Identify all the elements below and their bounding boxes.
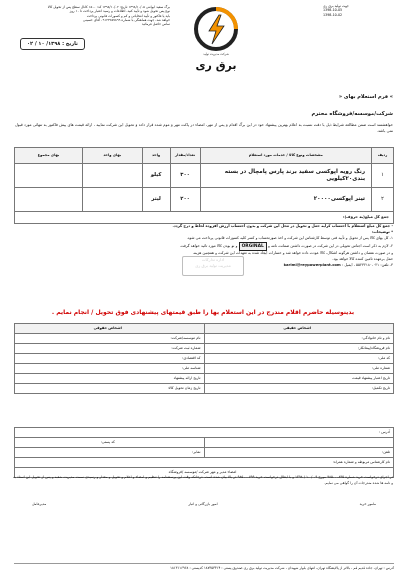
signature-row	[14, 502, 394, 506]
recipient-line: شرکت/موسسه/فروشگاه محترم	[311, 111, 393, 117]
field-company-name[interactable]: نام موسسه/شرکت:	[15, 334, 205, 344]
field-completion-date[interactable]: تاریخ تکمیل:	[204, 384, 394, 394]
field-national-number[interactable]: شماره ملی:	[204, 364, 394, 374]
header-right-line: 1398-10-05	[323, 8, 343, 13]
field-offer-date[interactable]: تاریخ ارائه پیشنهاد	[15, 374, 205, 384]
field-economic-code[interactable]: کد اقتصادی:	[15, 354, 205, 364]
note-return: و در صورت نقصان و داشتن هرگونه اشکال، کالا عودت داده خواهد شد و خسارات ایجاد شده به تعهدات این شرکت و همچنین هزینه	[193, 250, 393, 255]
col-description: مشخصات ونوع کالا / خدمات مورد استعلام	[200, 148, 372, 164]
commitment-notice: بدینوسیله حاضرم اقلام مندرج در این استعلام بها را طبق قیمتهای پیشنهادی فوق تحویل / انجام نمایم .	[51, 309, 355, 316]
table-row	[15, 188, 394, 212]
header-right-line: 1398-10-02	[323, 12, 343, 17]
unit-price-cell[interactable]	[82, 164, 142, 188]
item-quantity: ۳۰۰	[170, 164, 200, 188]
col-row-no: ردیف	[372, 148, 394, 164]
total-price-cell[interactable]	[15, 188, 83, 212]
header-left-line: برگ سفید ایوانتی ۱۳۹۸/۱۰/۰۵ تاریخ: ۱۳۹۸/۱۰/۰۲ کد: ۱۵۰۰ کانال سطح پس از تحویل کالا	[47, 5, 170, 9]
field-store-name[interactable]: نام فروشگاه/پیمانکار:	[204, 344, 394, 354]
field-signature[interactable]: امضاء مدیر و مهر شرکت /موسسه /فروشگاه	[15, 468, 394, 478]
lightning-logo-icon	[193, 6, 239, 52]
field-empty[interactable]	[204, 438, 394, 448]
col-unit: واحد	[142, 148, 170, 164]
table-row	[15, 374, 394, 384]
brand-name: برق ری	[195, 58, 237, 72]
sign-ceo: مدیرعامل	[32, 502, 47, 506]
field-national-code[interactable]: کد ملی:	[204, 354, 394, 364]
row-number: ۲	[372, 188, 394, 212]
notes-heading: * توضیحات:	[371, 229, 393, 234]
table-row	[15, 384, 394, 394]
table-row	[15, 354, 394, 364]
note-warranty-b: و نو بودن کالا مورد تائید خواهد گرفت	[180, 243, 238, 248]
items-table	[14, 147, 394, 224]
note-total: - جمع کل مبلغ استعلام با احتساب کرایه حمل و تحویل در محل این شرکت و بدون احتساب ارزش افزوده لحاظ و درج گردد.	[172, 224, 393, 228]
header-left-line: نوع پس تحویل شود و تأیید کنید. اطلاعات و رسید اعتبار پرداخت تا ۱۰ روز	[69, 9, 170, 14]
col-natural-person: اشخاص حقیقی	[204, 324, 394, 334]
office-stamp	[182, 256, 244, 276]
table-row	[15, 428, 394, 438]
company-address-footer: آدرس : تهران، جاده قدیم قم ، بالاتر از پالایشگاه تهران، انتهای بلوار شهیدان ، شرکت مدیریت تولید برق ری صندوق پستی : ۱۸۷۳۵۳۳۱۴ کدپستی : ۱۸۱۳۱۱۶۹۶۸	[14, 563, 394, 570]
address-table	[14, 427, 394, 478]
total-price-cell[interactable]	[15, 164, 83, 188]
intro-paragraph: خواهشمند است ضمن مطالعه شرایط ذیل با دقت نسبت به اعلام بهترین پیشنهاد خود در این برگ اقدام و پس از مهر، امضاء در پاکت مهر و موم شده قرار داده و تحویل این شرکت نمایید ، ارائه قیمت های پیش فاکتور به تنهائی مورد قبول نمی باشد.	[15, 122, 393, 133]
unit-price-cell[interactable]	[82, 188, 142, 212]
col-total-price: بهای مجموع	[15, 148, 83, 164]
table-row	[15, 364, 394, 374]
col-unit-price: بهای واحد	[82, 148, 142, 164]
field-contact-person[interactable]: نام کارشناس مربوطه و شماره همراه:	[15, 458, 394, 468]
item-unit: کیلو	[142, 164, 170, 188]
header-right-title: جهت تولید برق ری	[323, 4, 349, 8]
item-quantity: ۲۰۰	[170, 188, 200, 212]
company-logo	[176, 6, 256, 73]
field-fax[interactable]: نمابر:	[15, 448, 205, 458]
col-legal-entity: اشخاص حقوقی	[15, 324, 205, 334]
table-row	[15, 164, 394, 188]
supplier-info-table	[14, 323, 394, 394]
header-right-tag	[323, 4, 393, 17]
total-in-words-label[interactable]: جمع کل مبلغ(به حروف):	[15, 212, 394, 224]
sign-purchase-officer: مامور خرید	[359, 502, 376, 506]
table-row	[15, 448, 394, 458]
stamp-line: اداره تدارکات	[201, 257, 225, 262]
header-left-line: خواهد شد. جهت هماهنگی با شماره ۰۹۱۲۳۶۵۷۸۹۹ آقای حسینی	[83, 17, 170, 22]
table-row	[15, 344, 394, 354]
table-row	[15, 438, 394, 448]
footer-certification: در اجرای درخواست خرید شماره ۹۸۵۰۰۰۸۳۵ مورخ ۰۹ / ۱۰ / ۱۳۹۸ و با ابطال درخواست خرید ۹۸۵۰۰۰۷۹۹ در بالا بیان شده است. درجانکه وقت این پرسشنامه را تنظیم و امضاء و اعلام و تحویل و مقدار و رسیدی سمت مدیریت شعبه و پس از تحویل این اسناد به و نامه ها شده مندرجات آن را گواهی می نمایم.	[13, 475, 393, 485]
field-offer-validity[interactable]: تاریخ اعتبار پیشنهاد قیمت	[204, 374, 394, 384]
col-quantity: تعداد/مقدار	[170, 148, 200, 164]
header	[14, 4, 393, 96]
original-badge: ORGINAL	[239, 242, 267, 251]
sign-commerce-warehouse: امور بازرگانی و انبار	[188, 502, 218, 506]
header-left-text	[20, 5, 170, 26]
date-box: تاریخ : ۱۳۹۸/ ۱۰ / ۰۲	[20, 38, 85, 50]
items-header-row	[15, 148, 394, 164]
item-unit: لیتر	[142, 188, 170, 212]
field-registration-no[interactable]: شماره ثبت شرکت:	[15, 344, 205, 354]
form-title: » فرم استعلام بهای «	[338, 94, 393, 100]
row-number: ۱	[372, 164, 394, 188]
supplier-header-row	[15, 324, 394, 334]
header-left-line: تماس حاصل فرمائید	[141, 22, 170, 27]
email-link[interactable]: karimi@reypowerplant.com	[283, 262, 341, 267]
stamp-line: مدیریت تولید برق ری	[195, 262, 231, 268]
header-left-line: باید یا فاکتور و تأیید انتخاباتی و کم و کسورات قانونی پرداخت	[86, 13, 170, 18]
field-postcode[interactable]: کد پستی:	[15, 438, 205, 448]
note-contact: ۳- تلفن: ۰۲۱-۵۵۲۳۲۱۸۰ ، ایمیل :	[341, 262, 393, 267]
item-description: تینر اپوکسی۲۰۰۰۰	[200, 188, 372, 212]
field-full-name[interactable]: نام و نام خانوادگی:	[204, 334, 394, 344]
item-description: رنگ رویه اپوکسی سفید برند پارس پامچال در بسته بندی۲۰کیلویی	[200, 164, 372, 188]
brand-subtitle: شرکت مدیریت تولید	[203, 52, 229, 56]
field-delivery-date[interactable]: تاریخ زمان تحویل کالا:	[15, 384, 205, 394]
field-national-id[interactable]: شناسه ملی:	[15, 364, 205, 374]
note-shipping: حمل برعهده تامین کننده کالا خواهد بود.	[332, 256, 393, 261]
field-phone[interactable]: تلفن:	[204, 448, 394, 458]
field-address[interactable]: آدرس :	[15, 428, 394, 438]
total-row	[15, 212, 394, 224]
table-row	[15, 334, 394, 344]
note-warranty-a: ۲- لازم به ذکر است اجناس تحویلی در این شرکت در صورت داشتن ضمانت نامه و	[268, 243, 393, 248]
table-row	[15, 458, 394, 468]
note-payment: ۱- کل بهای کالا پس از تحویل و تأیید فنی توسط کارشناس این شرکت و اخذ صورتحساب و کسر کلیه کسورات قانونی پرداخت می شود.	[186, 235, 393, 240]
